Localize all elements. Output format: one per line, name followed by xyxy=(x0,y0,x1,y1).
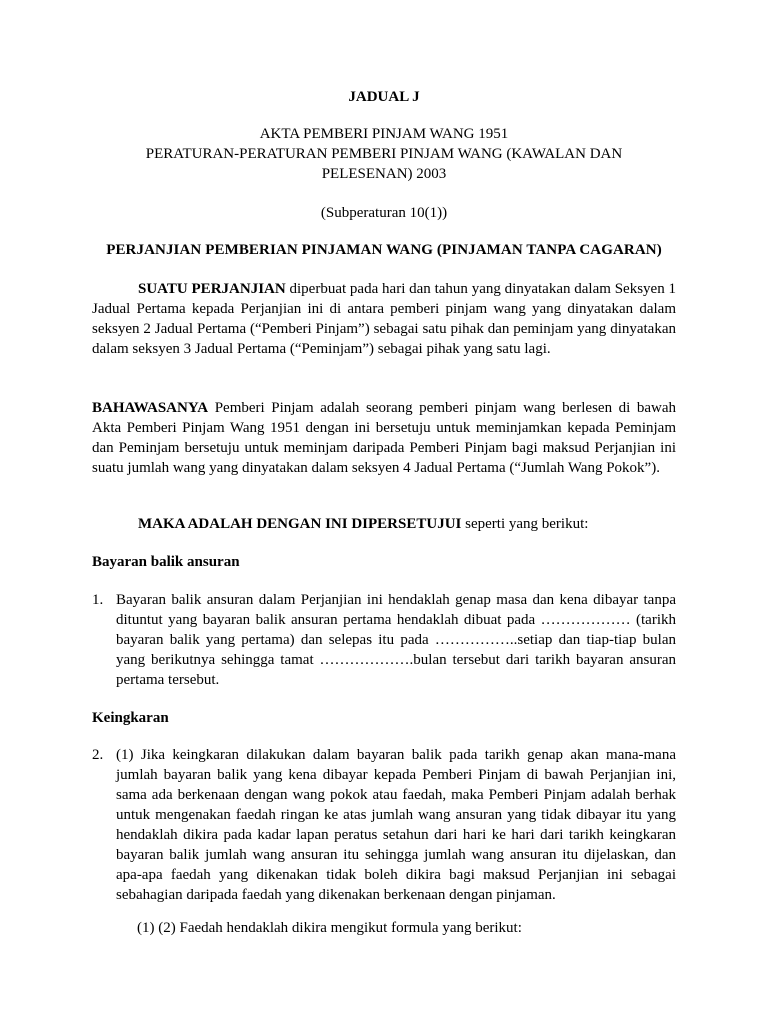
section1-heading: Bayaran balik ansuran xyxy=(92,554,240,570)
act-title: AKTA PEMBERI PINJAM WANG 1951 xyxy=(259,126,509,142)
section1-text: Bayaran balik ansuran dalam Perjanjian ini hendaklah genap masa dan kena dibayar tanpa dituntut yang bayaran balik ansuran pertama hendaklah dibuat pada ……………… (tarikh bayaran balik yang pertama) dan selepas itu pada ……………..setiap dan tiap-tiap bulan yang berikutnya sehingga tamat ……………….bulan tersebut dari tarikh bayaran ansuran pertama tersebut. xyxy=(116,592,676,688)
intro-lead: SUATU PERJANJIAN xyxy=(138,281,286,297)
section1-number: 1. xyxy=(92,592,104,608)
section2-number: 2. xyxy=(92,747,104,763)
schedule-title: JADUAL J xyxy=(348,89,420,105)
whereas-text: Pemberi Pinjam adalah seorang pemberi pinjam wang berlesen di bawah Akta Pemberi Pinjam Wang 1951 dengan ini bersetuju untuk meminjamkan kepada Peminjam dan Peminjam bersetuju untuk meminjam daripada Pemberi Pinjam bagi maksud Perjanjian ini suatu jumlah wang yang dinyatakan dalam seksyen 4 Jadual Pertama (“Jumlah Wang Pokok”). xyxy=(92,400,676,476)
agreed-paragraph xyxy=(92,514,676,534)
section2-clause xyxy=(92,745,676,905)
whereas-paragraph xyxy=(92,398,676,478)
section2-text: (1) Jika keingkaran dilakukan dalam bayaran balik pada tarikh genap akan mana-mana jumlah bayaran balik yang kena dibayar kepada Pemberi Pinjam di bawah Perjanjian ini, sama ada berkenaan dengan wang pokok atau faedah, maka Pemberi Pinjam adalah berhak untuk mengenakan faedah ringan ke atas jumlah wang ansuran yang tidak dibayar itu yang hendaklah dikira pada kadar lapan peratus setahun dari hari ke hari dari tarikh keingkaran bayaran balik jumlah wang ansuran itu sehingga jumlah wang ansuran itu dijelaskan, dan apa-apa faedah yang dikenakan tidak boleh dikira bagi maksud Perjanjian ini sebagai sebahagian daripada faedah yang dikenakan berkenaan dengan pinjaman. xyxy=(116,747,676,903)
section1-clause xyxy=(92,590,676,690)
agreed-text: seperti yang berikut: xyxy=(461,516,589,532)
subregulation-ref: (Subperaturan 10(1)) xyxy=(320,205,448,221)
regulations-title-line2: PELESENAN) 2003 xyxy=(321,166,447,182)
whereas-lead: BAHAWASANYA xyxy=(92,400,209,416)
regulations-title-line1: PERATURAN-PERATURAN PEMBERI PINJAM WANG (KAWALAN DAN xyxy=(145,146,623,162)
intro-paragraph xyxy=(92,279,676,359)
section2-heading: Keingkaran xyxy=(92,710,169,726)
agreed-lead: MAKA ADALAH DENGAN INI DIPERSETUJUI xyxy=(138,516,462,532)
intro-text: diperbuat pada hari dan tahun yang dinyatakan dalam Seksyen 1 Jadual Pertama kepada Perjanjian ini di antara pemberi pinjam wang yang dinyatakan dalam seksyen 2 Jadual Pertama (“Pemberi Pinjam”) sebagai satu pihak dan peminjam yang dinyatakan dalam seksyen 3 Jadual Pertama (“Peminjam”) sebagai pihak yang satu lagi. xyxy=(92,281,676,357)
agreement-title: PERJANJIAN PEMBERIAN PINJAMAN WANG (PINJAMAN TANPA CAGARAN) xyxy=(106,242,662,258)
section2-subclause: (1) (2) Faedah hendaklah dikira mengikut formula yang berikut: xyxy=(137,920,522,936)
